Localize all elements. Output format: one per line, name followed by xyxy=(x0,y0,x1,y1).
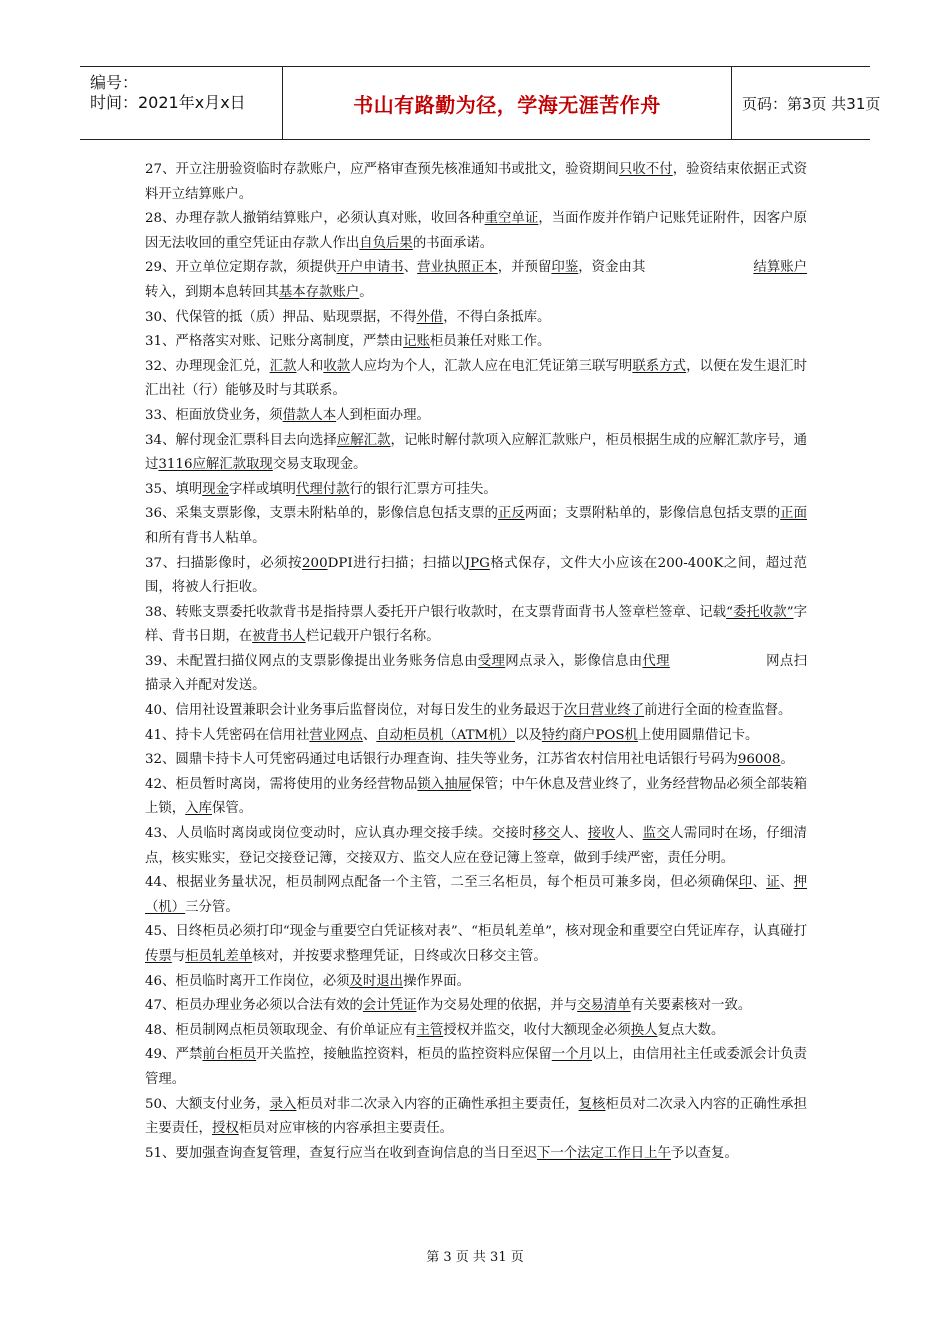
paragraph xyxy=(145,920,807,969)
paragraph-text: 人需同时在场，仔细清点，核实账实，登记交接登记簿，交接双方、监交人应在登记簿上签章，做到手续严密，责任分明。 xyxy=(145,826,808,866)
paragraph-text: 字样、背书日期，在 xyxy=(145,604,807,645)
paragraph-text: 柜员对应审核的内容承担主要责任。 xyxy=(238,1121,453,1137)
underlined-term: JPG xyxy=(464,555,490,571)
paragraph-text: 柜员对二次录入内容的正确性承担主要责任， xyxy=(145,1096,808,1137)
paragraph-text: 、 xyxy=(403,260,418,276)
underlined-term: 柜员轧差单 xyxy=(185,949,253,964)
paragraph-text: 48、柜员制网点柜员领取现金、有价单证应有 xyxy=(145,1022,417,1038)
underlined-term: 营业执照正本 xyxy=(417,260,498,276)
underlined-term: 复核 xyxy=(578,1096,606,1112)
paragraph xyxy=(145,207,807,256)
paragraph-text: 栏记载开户银行名称。 xyxy=(305,629,440,645)
underlined-term: 被背书人 xyxy=(252,629,306,645)
paragraph-text: 交易支取现金。 xyxy=(272,457,367,473)
paragraph-text: 35、填明 xyxy=(145,481,203,497)
paragraph-text: ，并预留 xyxy=(497,260,552,276)
underlined-term: 汇款 xyxy=(269,358,297,374)
paragraph xyxy=(145,699,807,724)
header-left-cell xyxy=(80,67,283,139)
document-body xyxy=(145,158,807,1166)
paragraph-text: 两面；支票附粘单的，影像信息包括支票的 xyxy=(524,506,781,522)
underlined-term: 代理 xyxy=(642,653,670,669)
paragraph xyxy=(145,158,807,207)
underlined-term: 借款人本 xyxy=(282,407,337,423)
paragraph-text: 人、 xyxy=(615,826,643,842)
underlined-term: 入库 xyxy=(185,801,212,817)
paragraph xyxy=(145,748,807,773)
paragraph xyxy=(145,256,807,305)
underlined-term: 传票 xyxy=(145,949,172,964)
paragraph-text: 42、柜员暂时离岗，需将使用的业务经营物品 xyxy=(145,776,418,792)
underlined-term: 录入 xyxy=(269,1096,297,1112)
paragraph-text: 37、扫描影像时，必须按 xyxy=(145,555,303,571)
underlined-term: 现金 xyxy=(202,481,229,497)
underlined-term: 只收不付 xyxy=(618,162,673,177)
page-header xyxy=(80,66,881,140)
paragraph-text: 柜员对非二次录入内容的正确性承担主要责任， xyxy=(296,1096,579,1112)
paragraph-text: 44、根据业务量状况，柜员制网点配备一个主管，二至三名柜员，每个柜员可兼多岗，但必须确保 xyxy=(145,875,739,891)
underlined-term: 交易清单 xyxy=(577,998,631,1014)
paragraph-text: 34、解付现金汇票科目去向选择 xyxy=(145,432,337,448)
underlined-term: 印鉴 xyxy=(551,260,579,276)
paragraph-text: 和所有背书人粘单。 xyxy=(145,530,266,546)
paragraph-text: 有关要素核对一致。 xyxy=(630,998,752,1014)
paragraph-text: 字样或填明 xyxy=(229,481,296,497)
paragraph xyxy=(145,650,807,699)
paragraph-text: 。 xyxy=(780,752,794,768)
paragraph-text: ，验资结束依据正式资料开立结算账户。 xyxy=(145,162,808,202)
paragraph-text: 人、 xyxy=(560,826,588,842)
paragraph-text: 网点录入，影像信息由 xyxy=(505,653,643,669)
paragraph xyxy=(145,1093,807,1142)
underlined-term: 一个月 xyxy=(551,1047,593,1063)
page-footer: 第 3 页 共 31 页 xyxy=(426,1250,524,1265)
paragraph-text: 46、柜员临时离开工作岗位，必须 xyxy=(145,973,350,989)
paragraph-text: 、 xyxy=(362,727,377,743)
paragraph-text: 授权并监交，收付大额现金必须 xyxy=(443,1022,631,1038)
paragraph-text: 柜员兼任对账工作。 xyxy=(429,334,551,350)
paragraph xyxy=(145,502,807,551)
paragraph xyxy=(145,1019,807,1044)
underlined-term: 正反 xyxy=(498,506,525,522)
paragraph xyxy=(145,306,807,331)
paragraph-text: 32、圆鼎卡持卡人可凭密码通过电话银行办理查询、挂失等业务，江苏省农村信用社电话银行号码为 xyxy=(145,752,738,768)
underlined-term: 证 xyxy=(766,875,780,891)
paragraph-text: 三分管。 xyxy=(185,899,239,915)
paragraph-text: 行的银行汇票方可挂失。 xyxy=(349,481,497,497)
header-motto-cell xyxy=(283,67,732,139)
paragraph xyxy=(145,994,807,1019)
paragraph xyxy=(145,552,807,601)
underlined-term: 代理付款 xyxy=(295,481,350,497)
header-page-info: 页码：第3页 共31页 xyxy=(742,94,881,113)
paragraph-text: 28、办理存款人撤销结算账户，必须认真对账，收回各种 xyxy=(145,211,485,227)
paragraph-text: 51、要加强查询查复管理，查复行应当在收到查询信息的当日至迟 xyxy=(145,1145,537,1161)
underlined-term: 押（机） xyxy=(145,875,808,915)
paragraph-text: 39、未配置扫描仪网点的支票影像提出业务账务信息由 xyxy=(145,653,478,669)
underlined-term: 正面 xyxy=(780,506,807,522)
paragraph-text: 保管；中午休息及营业终了，业务经营物品必须全部装箱上锁， xyxy=(145,776,808,817)
paragraph xyxy=(145,773,807,822)
paragraph xyxy=(145,970,807,995)
underlined-term: 记账 xyxy=(403,334,430,350)
paragraph-text: 。 xyxy=(359,284,373,300)
underlined-term: 联系方式 xyxy=(632,358,687,374)
paragraph-text: 网点扫描录入并配对发送。 xyxy=(145,653,808,694)
paragraph-text: ，记帐时解付款项入应解汇款账户，柜员根据生成的应解汇款序号，通过 xyxy=(145,432,807,473)
paragraph xyxy=(145,429,807,478)
underlined-term: “委托收款” xyxy=(726,604,794,620)
paragraph-text: 的书面承诺。 xyxy=(412,235,494,251)
paragraph-text: 以及 xyxy=(515,727,542,743)
paragraph-text: 操作界面。 xyxy=(403,973,471,989)
paragraph-text: 36、采集支票影像，支票未附粘单的，影像信息包括支票的 xyxy=(145,506,498,522)
underlined-term: 应解汇款 xyxy=(336,432,391,448)
paragraph-text: 人到柜面办理。 xyxy=(336,407,430,423)
paragraph-text: 30、代保管的抵（质）押品、贴现票据，不得 xyxy=(145,309,417,325)
paragraph-text: 与 xyxy=(171,949,186,964)
paragraph-text: 转入，到期本息转回其 xyxy=(145,284,279,300)
paragraph xyxy=(145,404,807,429)
paragraph-text: 作为交易处理的依据，并与 xyxy=(416,998,578,1014)
paragraph-text: ，资金由其 xyxy=(578,260,646,276)
underlined-term: 次日营业终了 xyxy=(563,703,645,719)
underlined-term: 营业网点 xyxy=(309,727,363,743)
document-code-label: 编号： xyxy=(90,73,139,92)
paragraph-text: 40、信用社设置兼职会计业务事后监督岗位，对每日发生的业务最迟于 xyxy=(145,703,564,719)
paragraph-text: 予以查复。 xyxy=(670,1145,738,1161)
paragraph-text: 49、严禁 xyxy=(145,1047,203,1063)
underlined-term: 基本存款账户 xyxy=(278,284,360,300)
paragraph-text: 人应均为个人，汇款人应在电汇凭证第三联写明 xyxy=(350,358,633,374)
paragraph-text: 47、柜员办理业务必须以合法有效的 xyxy=(145,998,363,1014)
paragraph-text: 50、大额支付业务， xyxy=(145,1096,270,1112)
underlined-term: 移交 xyxy=(532,826,561,842)
document-date: 时间：2021年x月x日 xyxy=(90,93,246,112)
underlined-term: 主管 xyxy=(416,1022,444,1038)
paragraph-text: 前进行全面的检查监督。 xyxy=(644,703,792,719)
paragraph-text: DPI进行扫描；扫描以 xyxy=(327,555,465,571)
paragraph xyxy=(145,724,807,749)
paragraph-text: 、 xyxy=(779,875,794,891)
underlined-term: 重空单证 xyxy=(484,211,539,227)
paragraph-text: 41、持卡人凭密码在信用社 xyxy=(145,727,310,743)
paragraph xyxy=(145,871,807,920)
paragraph xyxy=(145,601,807,650)
underlined-term: 96008 xyxy=(737,752,781,768)
underlined-term: 结算账户 xyxy=(753,260,808,276)
paragraph-text: ，不得白条抵库。 xyxy=(443,309,551,325)
paragraph xyxy=(145,330,807,355)
underlined-term: 特约商户POS机 xyxy=(541,727,638,743)
paragraph-text: 32、办理现金汇兑， xyxy=(145,358,270,374)
underlined-term: 前台柜员 xyxy=(202,1047,257,1063)
underlined-term: 会计凭证 xyxy=(362,998,417,1014)
paragraph-text: ，以便在发生退汇时汇出社（行）能够及时与其联系。 xyxy=(145,358,808,399)
paragraph xyxy=(145,478,807,503)
underlined-term: 自负后果 xyxy=(359,235,413,251)
paragraph-text: 保管。 xyxy=(211,801,253,817)
paragraph-text: 开关监控，接触监控资料，柜员的监控资料应保留 xyxy=(256,1047,552,1063)
underlined-term: 印 xyxy=(738,875,753,891)
paragraph-text: 复点大数。 xyxy=(657,1022,725,1038)
paragraph-text: 29、开立单位定期存款，须提供 xyxy=(145,260,337,276)
header-motto: 书山有路勤为径，学海无涯苦作舟 xyxy=(353,92,661,117)
paragraph-text: 43、人员临时离岗或岗位变动时，应认真办理交接手续。交接时 xyxy=(145,826,533,842)
paragraph-text: 、 xyxy=(752,875,767,891)
underlined-term: 受理 xyxy=(477,653,506,669)
underlined-term: 开户申请书 xyxy=(336,260,404,276)
underlined-term: 200 xyxy=(302,555,328,571)
paragraph-text: 人和 xyxy=(296,358,324,374)
underlined-term: 及时退出 xyxy=(349,973,404,989)
paragraph-text: 27、开立注册验资临时存款账户，应严格审查预先核准通知书或批文，验资期间 xyxy=(145,162,619,177)
underlined-term: 外借 xyxy=(416,309,444,325)
header-page-cell xyxy=(732,67,881,139)
paragraph-text: 格式保存，文件大小应该在200-400K之间，超过范围，将被人行拒收。 xyxy=(145,555,807,596)
paragraph-text: 45、日终柜员必须打印“现金与重要空白凭证核对表”、“柜员轧差单”，核对现金和重要空白凭证库存，认真碰打 xyxy=(145,924,807,940)
paragraph-text: 31、严格落实对账、记账分离制度，严禁由 xyxy=(145,334,404,350)
paragraph xyxy=(145,1043,807,1092)
underlined-term: 自动柜员机（ATM机） xyxy=(376,727,516,743)
paragraph-text: 核对，并按要求整理凭证，日终或次日移交主管。 xyxy=(252,949,547,964)
underlined-term: 监交 xyxy=(642,826,671,842)
underlined-term: 锁入抽屉 xyxy=(417,776,472,792)
underlined-term: 下一个法定工作日上午 xyxy=(536,1145,671,1161)
paragraph-text: 上使用圆鼎借记卡。 xyxy=(637,727,759,743)
paragraph-text: 38、转账支票委托收款背书是指持票人委托开户银行收款时，在支票背面背书人签章栏签章、记载 xyxy=(145,604,727,620)
paragraph-text: 33、柜面放贷业务，须 xyxy=(145,407,283,423)
paragraph xyxy=(145,822,807,871)
underlined-term: 接收 xyxy=(587,826,616,842)
paragraph-text: 以上，由信用社主任或委派会计负责管理。 xyxy=(145,1047,808,1087)
underlined-term: 换人 xyxy=(630,1022,658,1038)
underlined-term: 授权 xyxy=(211,1121,239,1137)
underlined-term: 3116应解汇款取现 xyxy=(158,457,273,473)
paragraph xyxy=(145,1142,807,1167)
paragraph xyxy=(145,355,807,404)
paragraph-text: ，当面作废并作销户记账凭证附件，因客户原因无法收回的重空凭证由存款人作出 xyxy=(145,211,807,251)
underlined-term: 收款 xyxy=(323,358,351,374)
